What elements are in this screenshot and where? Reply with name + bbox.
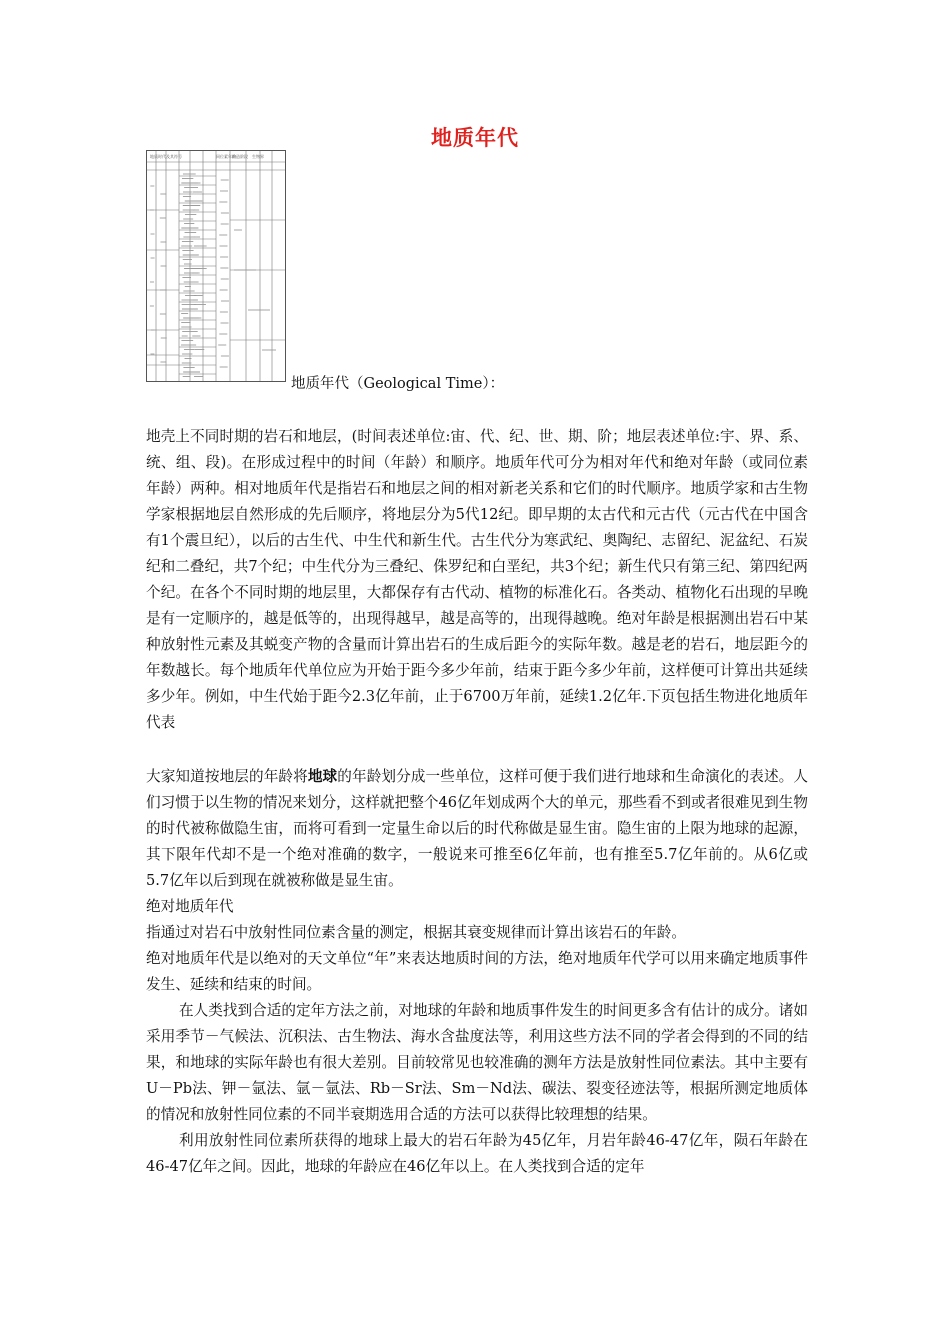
paragraph-earth-age: 利用放射性同位素所获得的地球上最大的岩石年龄为45亿年，月岩年龄46-47亿年，陨石年龄在46-47亿年之间。因此，地球的年龄应在46亿年以上。在人类找到合适的定年	[146, 1132, 808, 1175]
heading-absolute-age: 绝对地质年代	[146, 898, 234, 915]
table-header-text: 构造阶段	[232, 154, 248, 159]
page-title: 地质年代	[431, 126, 519, 150]
geologic-time-table-figure	[146, 150, 292, 386]
absolute-age-description: 绝对地质年代是以绝对的天文单位“年”来表达地质时间的方法，绝对地质年代学可以用来确定地质事件发生、延续和结束的时间。	[146, 950, 808, 993]
article-body	[146, 424, 808, 1180]
earth-link[interactable]: 地球	[307, 768, 338, 785]
paragraph-dating-methods: 在人类找到合适的定年方法之前，对地球的年龄和地质事件发生的时间更多含有估计的成分。诸如采用季节－气候法、沉积法、古生物法、海水含盐度法等，利用这些方法不同的学者会得到的不同的结果，和地球的实际年龄也有很大差别。目前较常见也较准确的测年方法是放射性同位素法。其中主要有U－Pb法、钾－氩法、氩－氩法、Rb－Sr法、Sm－Nd法、碳法、裂变径迹法等，根据所测定地质体的情况和放射性同位素的不同半衰期选用合适的方法可以获得比较理想的结果。	[146, 1002, 808, 1123]
table-header-text: 地质时代及其符号	[150, 154, 182, 159]
table-header-text: 同位素年龄	[216, 154, 236, 159]
geologic-time-table-image	[146, 150, 292, 386]
paragraph-eons	[146, 764, 808, 894]
paragraph-relative-age: 地壳上不同时期的岩石和地层，(时间表述单位:宙、代、纪、世、期、阶；地层表述单位:宇、界、系、统、组、段)。在形成过程中的时间（年龄）和顺序。地质年代可分为相对年代和绝对年龄（或同位素年龄）两种。相对地质年代是指岩石和地层之间的相对新老关系和它们的时代顺序。地质学家和古生物学家根据地层自然形成的先后顺序，将地层分为5代12纪。即早期的太古代和元古代（元古代在中国含有1个震旦纪），以后的古生代、中生代和新生代。古生代分为寒武纪、奥陶纪、志留纪、泥盆纪、石炭纪和二叠纪，共7个纪；中生代分为三叠纪、侏罗纪和白垩纪，共3个纪；新生代只有第三纪、第四纪两个纪。在各个不同时期的地层里，大都保存有古代动、植物的标准化石。各类动、植物化石出现的早晚是有一定顺序的，越是低等的，出现得越早，越是高等的，出现得越晚。绝对年龄是根据测出岩石中某种放射性元素及其蜕变产物的含量而计算出岩石的生成后距今的实际年数。越是老的岩石，地层距今的年数越长。每个地质年代单位应为开始于距今多少年前，结束于距今多少年前，这样便可计算出共延续多少年。例如，中生代始于距今2.3亿年前，止于6700万年前，延续1.2亿年.下页包括生物进化地质年代表	[146, 428, 808, 731]
table-header-text: 生物界	[252, 154, 264, 159]
absolute-age-definition: 指通过对岩石中放射性同位素含量的测定，根据其衰变规律而计算出该岩石的年龄。	[146, 924, 686, 941]
figure-caption: 地质年代（Geological Time）：	[291, 376, 505, 392]
paragraph-eons-rest: 的年龄划分成一些单位，这样可便于我们进行地球和生命演化的表述。人们习惯于以生物的情况来划分，这样就把整个46亿年划成两个大的单元，那些看不到或者很难见到生物的时代被称做隐生宙，而将可看到一定量生命以后的时代称做是显生宙。隐生宙的上限为地球的起源，其下限年代却不是一个绝对准确的数字，一般说来可推至6亿年前，也有推至5.7亿年前的。从6亿或5.7亿年以后到现在就被称做是显生宙。	[146, 768, 808, 889]
paragraph-eons-start: 大家知道按地层的年龄将	[146, 768, 308, 785]
